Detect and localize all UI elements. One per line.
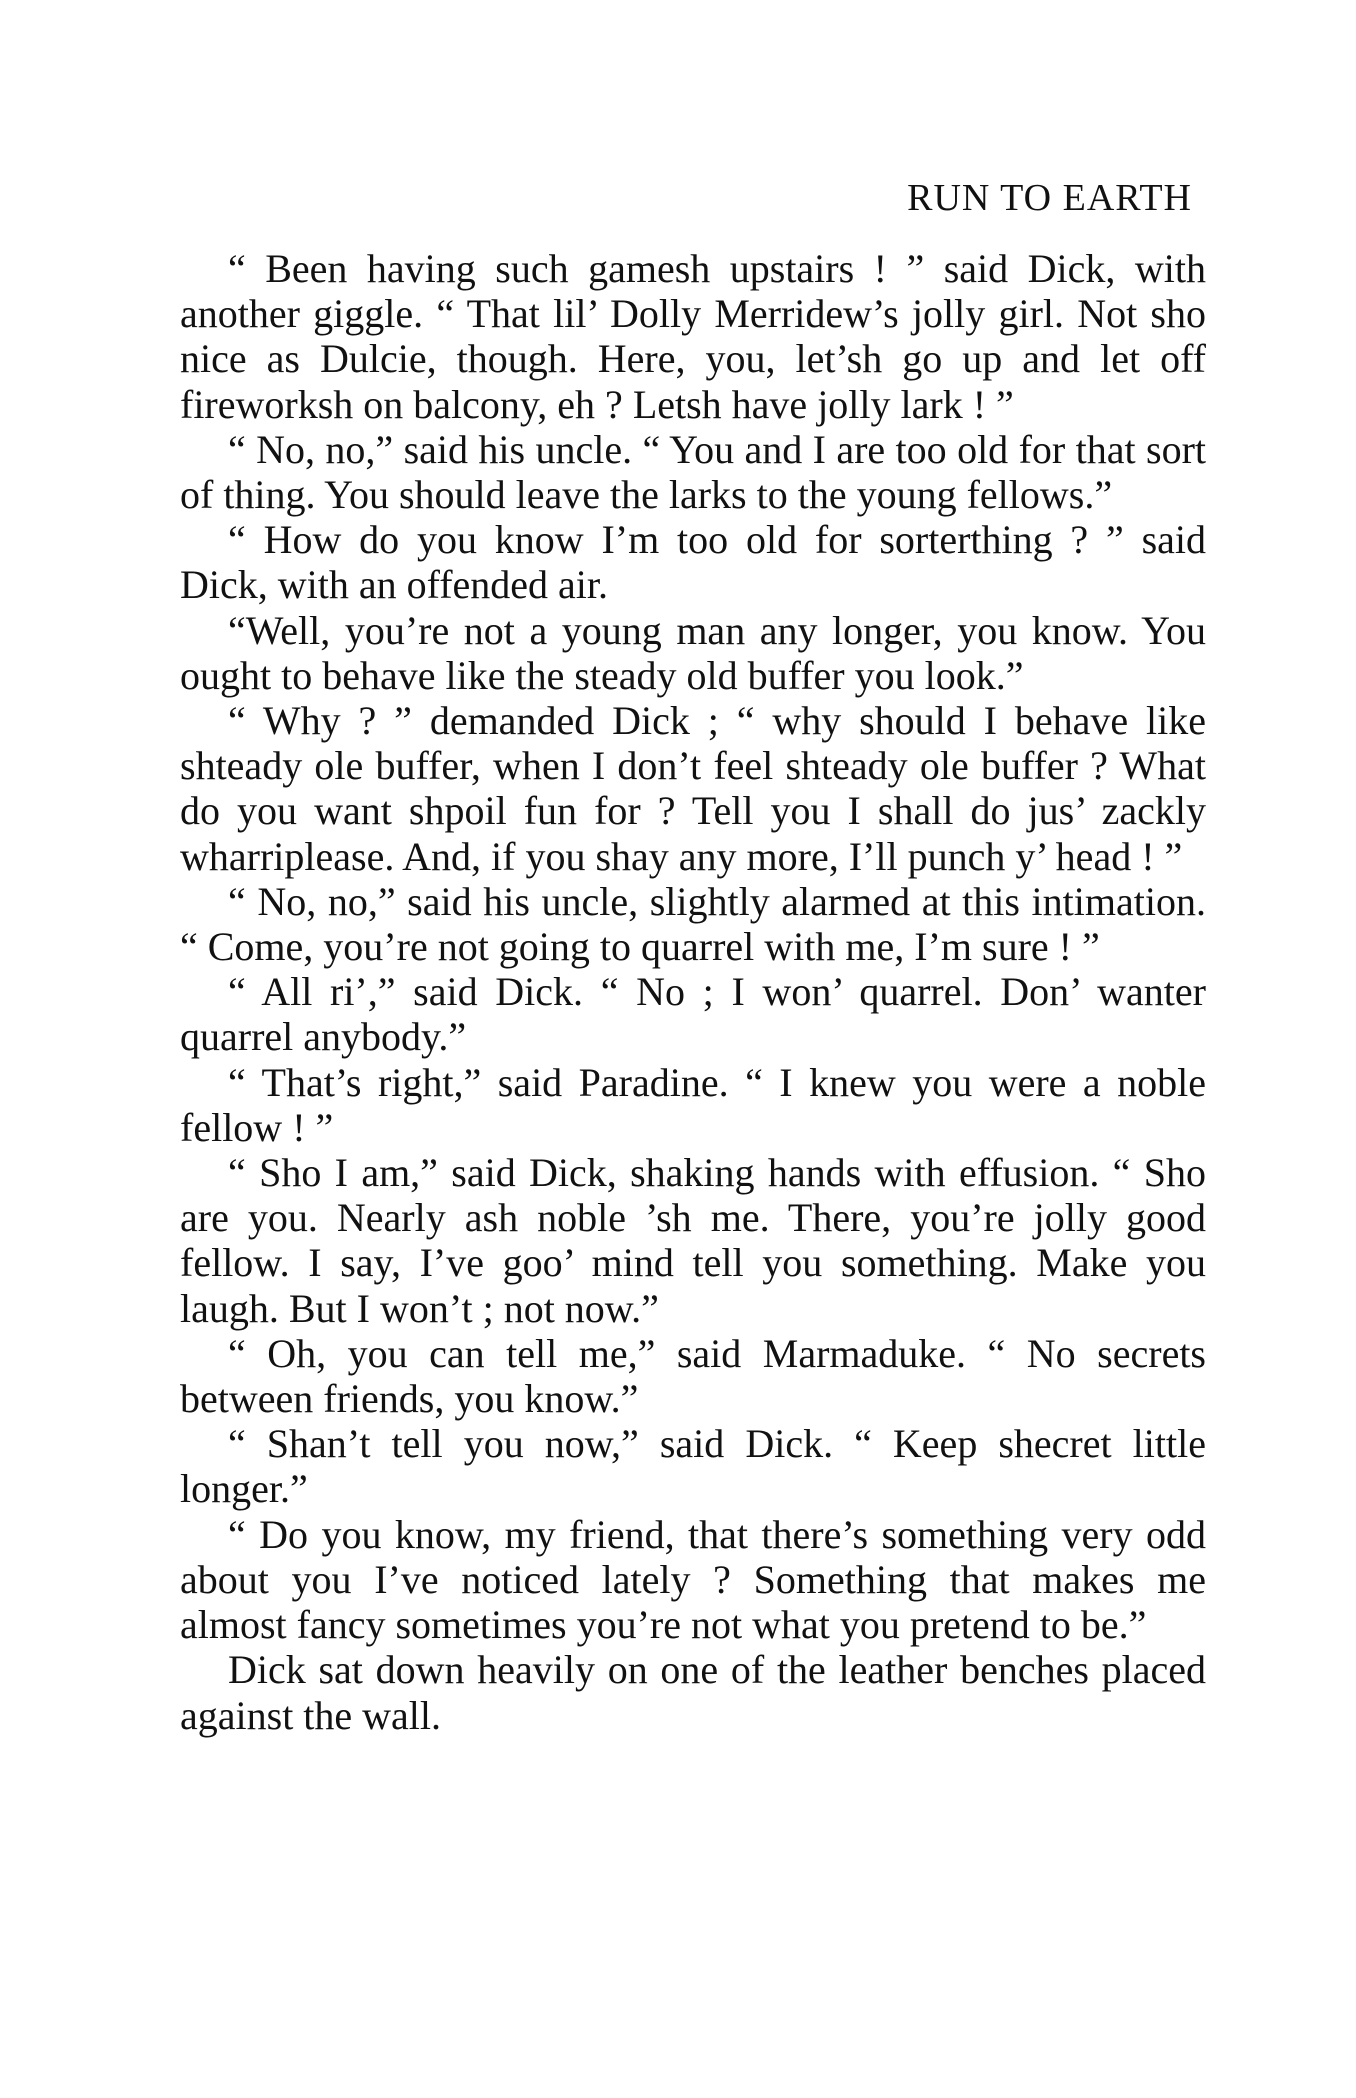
running-head: RUN TO EARTH: [907, 177, 1192, 219]
paragraph: “ Do you know, my friend, that there’s something very odd about you I’ve noticed lately ? Something that makes me almost fancy sometimes you’re not what you pretend to be.”: [180, 1511, 1206, 1648]
paragraph: “ How do you know I’m too old for sorterthing ? ” said Dick, with an offended air.: [180, 517, 1206, 608]
paragraph: “Well, you’re not a young man any longer, you know. You ought to behave like the steady old buffer you look.”: [180, 607, 1206, 698]
paragraph: “ Oh, you can tell me,” said Marmaduke. “ No secrets between friends, you know.”: [180, 1330, 1206, 1422]
paragraph: “ No, no,” said his uncle. “ You and I are too old for that sort of thing. You should leave the larks to the young fellows.”: [180, 426, 1206, 518]
paragraph: “ All ri’,” said Dick. “ No ; I won’ quarrel. Don’ wanter quarrel anybody.”: [180, 969, 1206, 1060]
paragraph: “ Been having such gamesh upstairs ! ” said Dick, with another giggle. “ That lil’ Dolly Merridew’s jolly girl. Not sho nice as Dulcie, though. Here, you, let’sh go up and let off fireworksh on balcony, eh ? Letsh have jolly lark ! ”: [180, 246, 1206, 427]
paragraph: Dick sat down heavily on one of the leather benches placed against the wall.: [180, 1647, 1206, 1738]
paragraph: “ Shan’t tell you now,” said Dick. “ Keep shecret little longer.”: [180, 1421, 1206, 1512]
paragraph: “ No, no,” said his uncle, slightly alarmed at this intimation. “ Come, you’re not going to quarrel with me, I’m sure ! ”: [180, 878, 1206, 970]
paragraph: “ That’s right,” said Paradine. “ I knew you were a noble fellow ! ”: [180, 1059, 1206, 1150]
paragraph: “ Why ? ” demanded Dick ; “ why should I behave like shteady ole buffer, when I don’t feel shteady ole buffer ? What do you want shpoil fun for ? Tell you I shall do jus’ zackly wharriplease. And, if you shay any more, I’ll punch y’ head ! ”: [180, 698, 1206, 879]
paragraph: “ Sho I am,” said Dick, shaking hands with effusion. “ Sho are you. Nearly ash noble ’sh me. There, you’re jolly good fellow. I say, I’ve goo’ mind tell you something. Make you laugh. But I won’t ; not now.”: [180, 1150, 1206, 1331]
body-text: [180, 246, 1206, 1738]
